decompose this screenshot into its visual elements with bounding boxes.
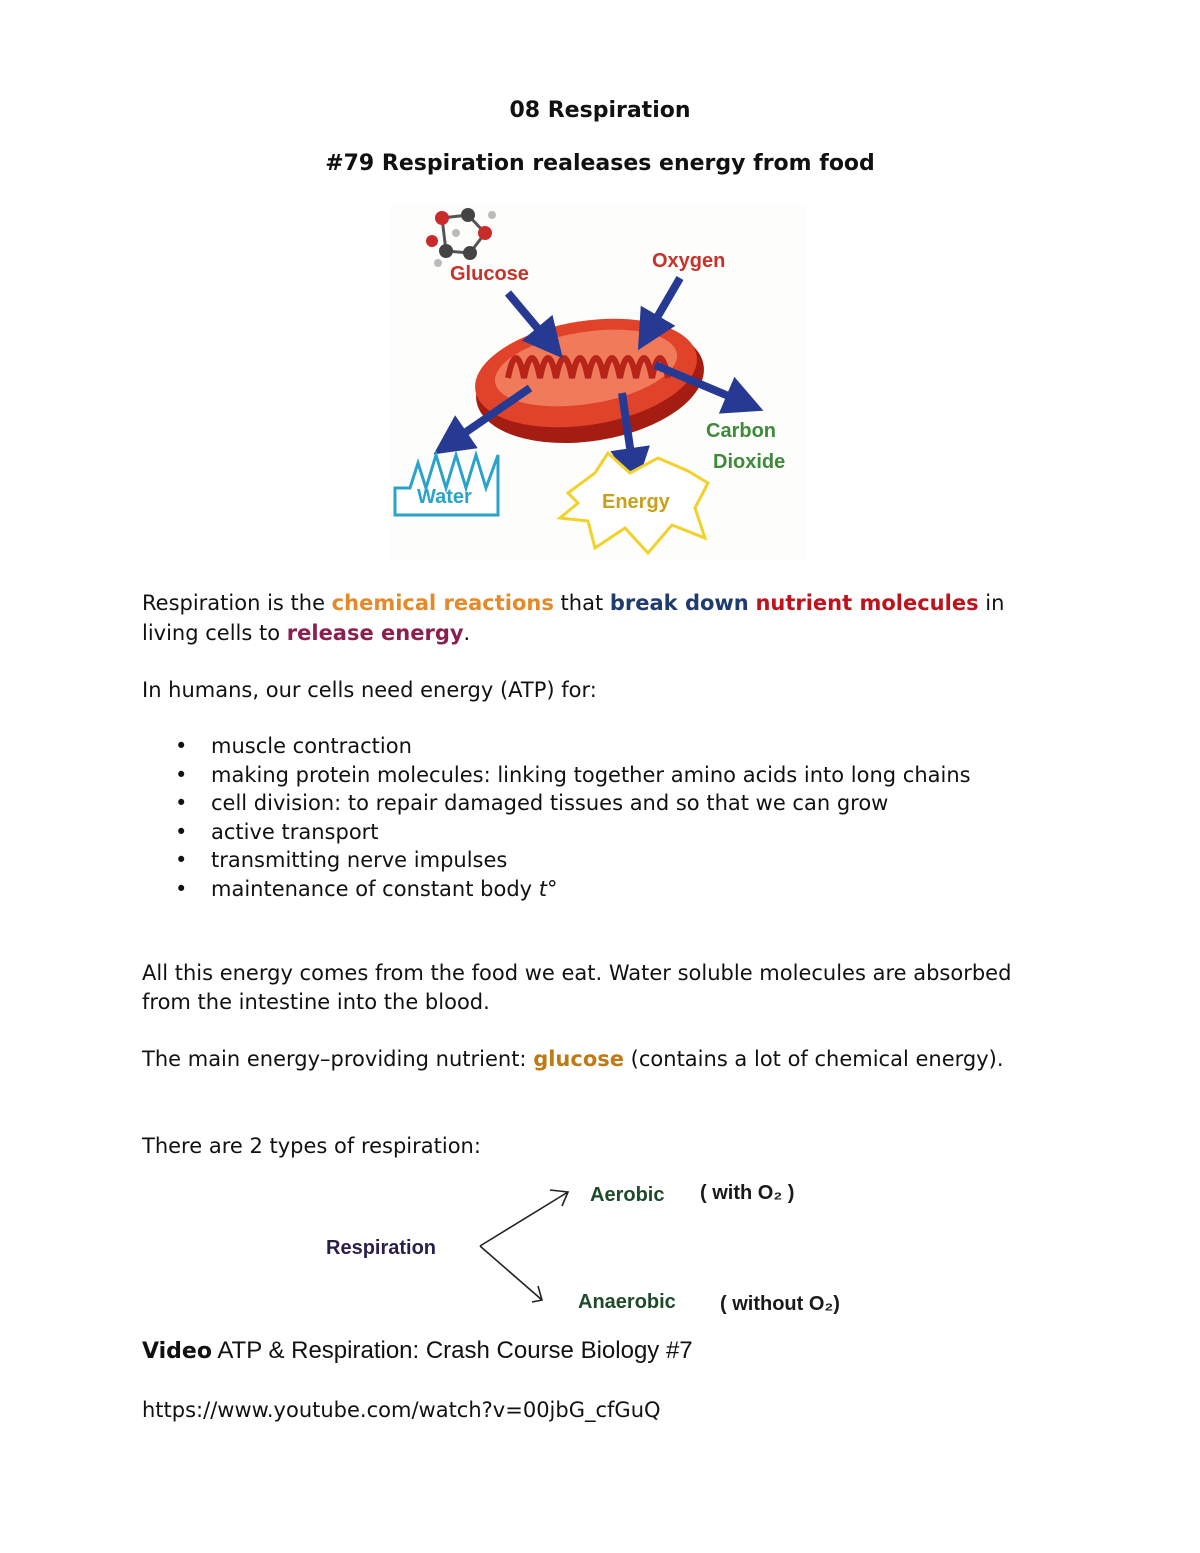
- list-item: [142, 875, 1042, 904]
- energy-label: Energy: [602, 491, 670, 513]
- video-label: Video: [142, 1339, 212, 1364]
- definition-text: Respiration is the: [142, 591, 332, 615]
- list-item-text: active transport: [211, 819, 379, 844]
- definition-paragraph: [142, 588, 1042, 648]
- list-item: [142, 732, 1042, 761]
- video-title: ATP & Respiration: Crash Course Biology #7: [211, 1337, 693, 1364]
- respiration-root-label: Respiration: [326, 1237, 437, 1259]
- chemical-reactions-highlight: chemical reactions: [331, 591, 554, 615]
- temperature-symbol: t°: [538, 876, 558, 901]
- list-item: [142, 846, 1042, 875]
- release-energy-highlight: release energy: [286, 621, 464, 645]
- respiration-figure: [390, 203, 806, 560]
- bullet-icon: •: [175, 762, 188, 787]
- types-intro: There are 2 types of respiration:: [142, 1134, 481, 1158]
- list-item-text: maintenance of constant body: [211, 876, 539, 901]
- needs-intro: In humans, our cells need energy (ATP) for:: [142, 678, 597, 702]
- definition-text: that: [553, 591, 610, 615]
- anaerobic-note: ( without O₂): [720, 1293, 840, 1315]
- list-item: [142, 761, 1042, 790]
- respiration-types-diagram: [310, 1170, 900, 1320]
- water-label: Water: [417, 486, 472, 508]
- dioxide-label: Dioxide: [713, 451, 786, 473]
- anaerobic-label: Anaerobic: [578, 1291, 676, 1313]
- branch-arrows-icon: [480, 1190, 568, 1302]
- bullet-icon: •: [175, 819, 188, 844]
- list-item-text: muscle contraction: [211, 734, 412, 758]
- nutrient-text: The main energy–providing nutrient:: [142, 1047, 534, 1071]
- list-item-text: transmitting nerve impulses: [211, 848, 508, 872]
- energy-needs-list: [142, 732, 1042, 903]
- video-reference: [142, 1337, 693, 1365]
- bullet-icon: •: [175, 848, 188, 872]
- video-url-link[interactable]: https://www.youtube.com/watch?v=00jbG_cfGuQ: [142, 1398, 661, 1422]
- nutrient-paragraph: [142, 1045, 1042, 1074]
- glucose-highlight: glucose: [533, 1047, 624, 1071]
- aerobic-label: Aerobic: [590, 1184, 665, 1206]
- nutrient-molecules-highlight: nutrient molecules: [755, 591, 979, 615]
- carbon-label: Carbon: [706, 420, 776, 442]
- bullet-icon: •: [175, 876, 188, 901]
- section-title: #79 Respiration realeases energy from food: [325, 151, 875, 176]
- list-item: [142, 818, 1042, 847]
- bullet-icon: •: [175, 791, 188, 815]
- definition-text: .: [463, 621, 471, 645]
- chapter-title: 08 Respiration: [509, 98, 691, 123]
- bullet-icon: •: [175, 734, 188, 758]
- list-item-text: cell division: to repair damaged tissues and so that we can grow: [211, 791, 889, 815]
- definition-text: in living cells to: [142, 591, 1005, 645]
- food-paragraph: All this energy comes from the food we eat. Water soluble molecules are absorbed from the intestine into the blood.: [142, 961, 1012, 1014]
- list-item-text: making protein molecules: linking together amino acids into long chains: [211, 762, 971, 787]
- nutrient-text: (contains a lot of chemical energy).: [624, 1047, 1004, 1071]
- oxygen-label: Oxygen: [652, 250, 726, 272]
- list-item: [142, 789, 1042, 818]
- aerobic-note: ( with O₂ ): [700, 1182, 795, 1204]
- break-down-highlight: break down: [609, 591, 749, 615]
- glucose-label: Glucose: [450, 263, 529, 285]
